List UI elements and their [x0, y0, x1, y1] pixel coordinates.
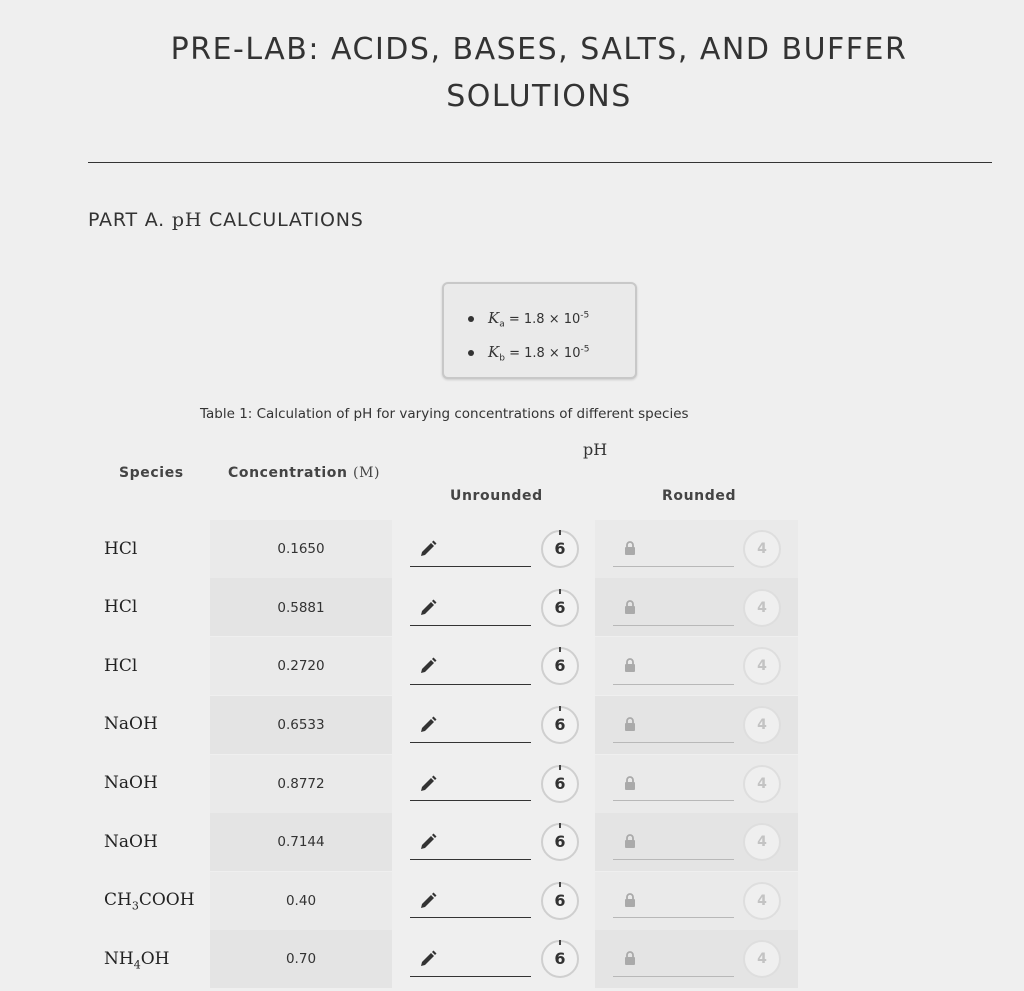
pencil-icon[interactable]: [418, 891, 438, 911]
page-title-line1: PRE-LAB: ACIDS, BASES, SALTS, AND BUFFER: [170, 32, 908, 67]
concentration-cell: 0.2720: [277, 658, 325, 674]
unrounded-column-header: Unrounded: [450, 488, 543, 504]
concentration-unit: (M): [353, 465, 381, 481]
lock-icon: [624, 893, 636, 907]
ka-exponent: -5: [580, 310, 590, 321]
species-subscript: 3: [131, 899, 139, 913]
title-divider: [88, 162, 992, 163]
rounded-input: [613, 917, 734, 918]
rounded-input: [613, 800, 734, 801]
rounded-attempts-counter: 4: [743, 765, 781, 803]
bullet-icon: [468, 350, 474, 356]
unrounded-input[interactable]: [410, 684, 531, 685]
pencil-icon[interactable]: [418, 656, 438, 676]
pencil-icon[interactable]: [418, 949, 438, 969]
unrounded-input[interactable]: [410, 625, 531, 626]
kb-exponent: -5: [580, 344, 590, 355]
concentration-cell: 0.40: [285, 893, 317, 909]
part-a-suffix: CALCULATIONS: [209, 209, 364, 231]
rounded-input: [613, 742, 734, 743]
unrounded-input[interactable]: [410, 859, 531, 860]
species-main: NH: [104, 949, 134, 969]
pencil-icon[interactable]: [418, 539, 438, 559]
concentration-label: Concentration: [228, 465, 348, 481]
page-title: [0, 26, 1024, 120]
concentration-column-header: [228, 465, 380, 481]
rounded-attempts-counter: 4: [743, 530, 781, 568]
lock-icon: [624, 541, 636, 555]
attempts-counter: 6: [541, 823, 579, 861]
ka-constant: [468, 309, 589, 330]
rounded-input: [613, 566, 734, 567]
table-caption: Table 1: Calculation of pH for varying concentrations of different species: [200, 406, 689, 422]
rounded-attempts-counter: 4: [743, 940, 781, 978]
ka-subscript: a: [499, 319, 505, 330]
species-rest: OH: [140, 949, 170, 969]
kb-constant: [468, 343, 589, 364]
unrounded-input[interactable]: [410, 742, 531, 743]
kb-symbol: K: [488, 343, 500, 361]
attempts-counter: 6: [541, 530, 579, 568]
rounded-attempts-counter: 4: [743, 647, 781, 685]
part-a-prefix: PART A.: [88, 209, 166, 231]
unrounded-input[interactable]: [410, 566, 531, 567]
rounded-input: [613, 684, 734, 685]
unrounded-input[interactable]: [410, 976, 531, 977]
lock-icon: [624, 658, 636, 672]
attempts-counter: 6: [541, 882, 579, 920]
lock-icon: [624, 834, 636, 848]
attempts-counter: 6: [541, 940, 579, 978]
species-main: CH: [104, 890, 132, 910]
species-subscript: 4: [133, 958, 141, 972]
concentration-cell: 0.8772: [277, 776, 325, 792]
species-cell: [104, 890, 195, 912]
concentration-cell: 0.7144: [277, 834, 325, 850]
species-cell: HCl: [104, 539, 138, 559]
lock-icon: [624, 600, 636, 614]
part-a-ph: pH: [171, 209, 203, 231]
rounded-input: [613, 976, 734, 977]
ka-value: = 1.8 × 10: [504, 312, 581, 327]
pencil-icon[interactable]: [418, 715, 438, 735]
page-title-line2: SOLUTIONS: [446, 79, 632, 114]
attempts-counter: 6: [541, 765, 579, 803]
ph-group-header: pH: [583, 440, 608, 459]
bullet-icon: [468, 316, 474, 322]
rounded-input: [613, 625, 734, 626]
attempts-counter: 6: [541, 647, 579, 685]
pencil-icon[interactable]: [418, 598, 438, 618]
rounded-attempts-counter: 4: [743, 823, 781, 861]
concentration-cell: 0.6533: [277, 717, 325, 733]
rounded-column-header: Rounded: [662, 488, 737, 504]
rounded-attempts-counter: 4: [743, 706, 781, 744]
species-column-header: Species: [119, 465, 184, 481]
unrounded-input[interactable]: [410, 917, 531, 918]
rounded-input: [613, 859, 734, 860]
species-cell: HCl: [104, 597, 138, 617]
concentration-cell: 0.1650: [277, 541, 325, 557]
kb-subscript: b: [499, 353, 505, 364]
species-cell: NaOH: [104, 714, 158, 734]
rounded-attempts-counter: 4: [743, 882, 781, 920]
lock-icon: [624, 951, 636, 965]
part-a-heading: [88, 209, 364, 231]
lock-icon: [624, 717, 636, 731]
species-cell: NaOH: [104, 832, 158, 852]
rounded-attempts-counter: 4: [743, 589, 781, 627]
pencil-icon[interactable]: [418, 832, 438, 852]
concentration-cell: 0.70: [285, 951, 317, 967]
pencil-icon[interactable]: [418, 774, 438, 794]
ka-symbol: K: [488, 309, 500, 327]
attempts-counter: 6: [541, 589, 579, 627]
attempts-counter: 6: [541, 706, 579, 744]
constants-box: [442, 282, 637, 379]
concentration-cell: 0.5881: [277, 600, 325, 616]
species-cell: NaOH: [104, 773, 158, 793]
species-cell: HCl: [104, 656, 138, 676]
species-rest: COOH: [138, 890, 195, 910]
kb-value: = 1.8 × 10: [504, 346, 581, 361]
lock-icon: [624, 776, 636, 790]
unrounded-input[interactable]: [410, 800, 531, 801]
species-cell: [104, 949, 169, 971]
